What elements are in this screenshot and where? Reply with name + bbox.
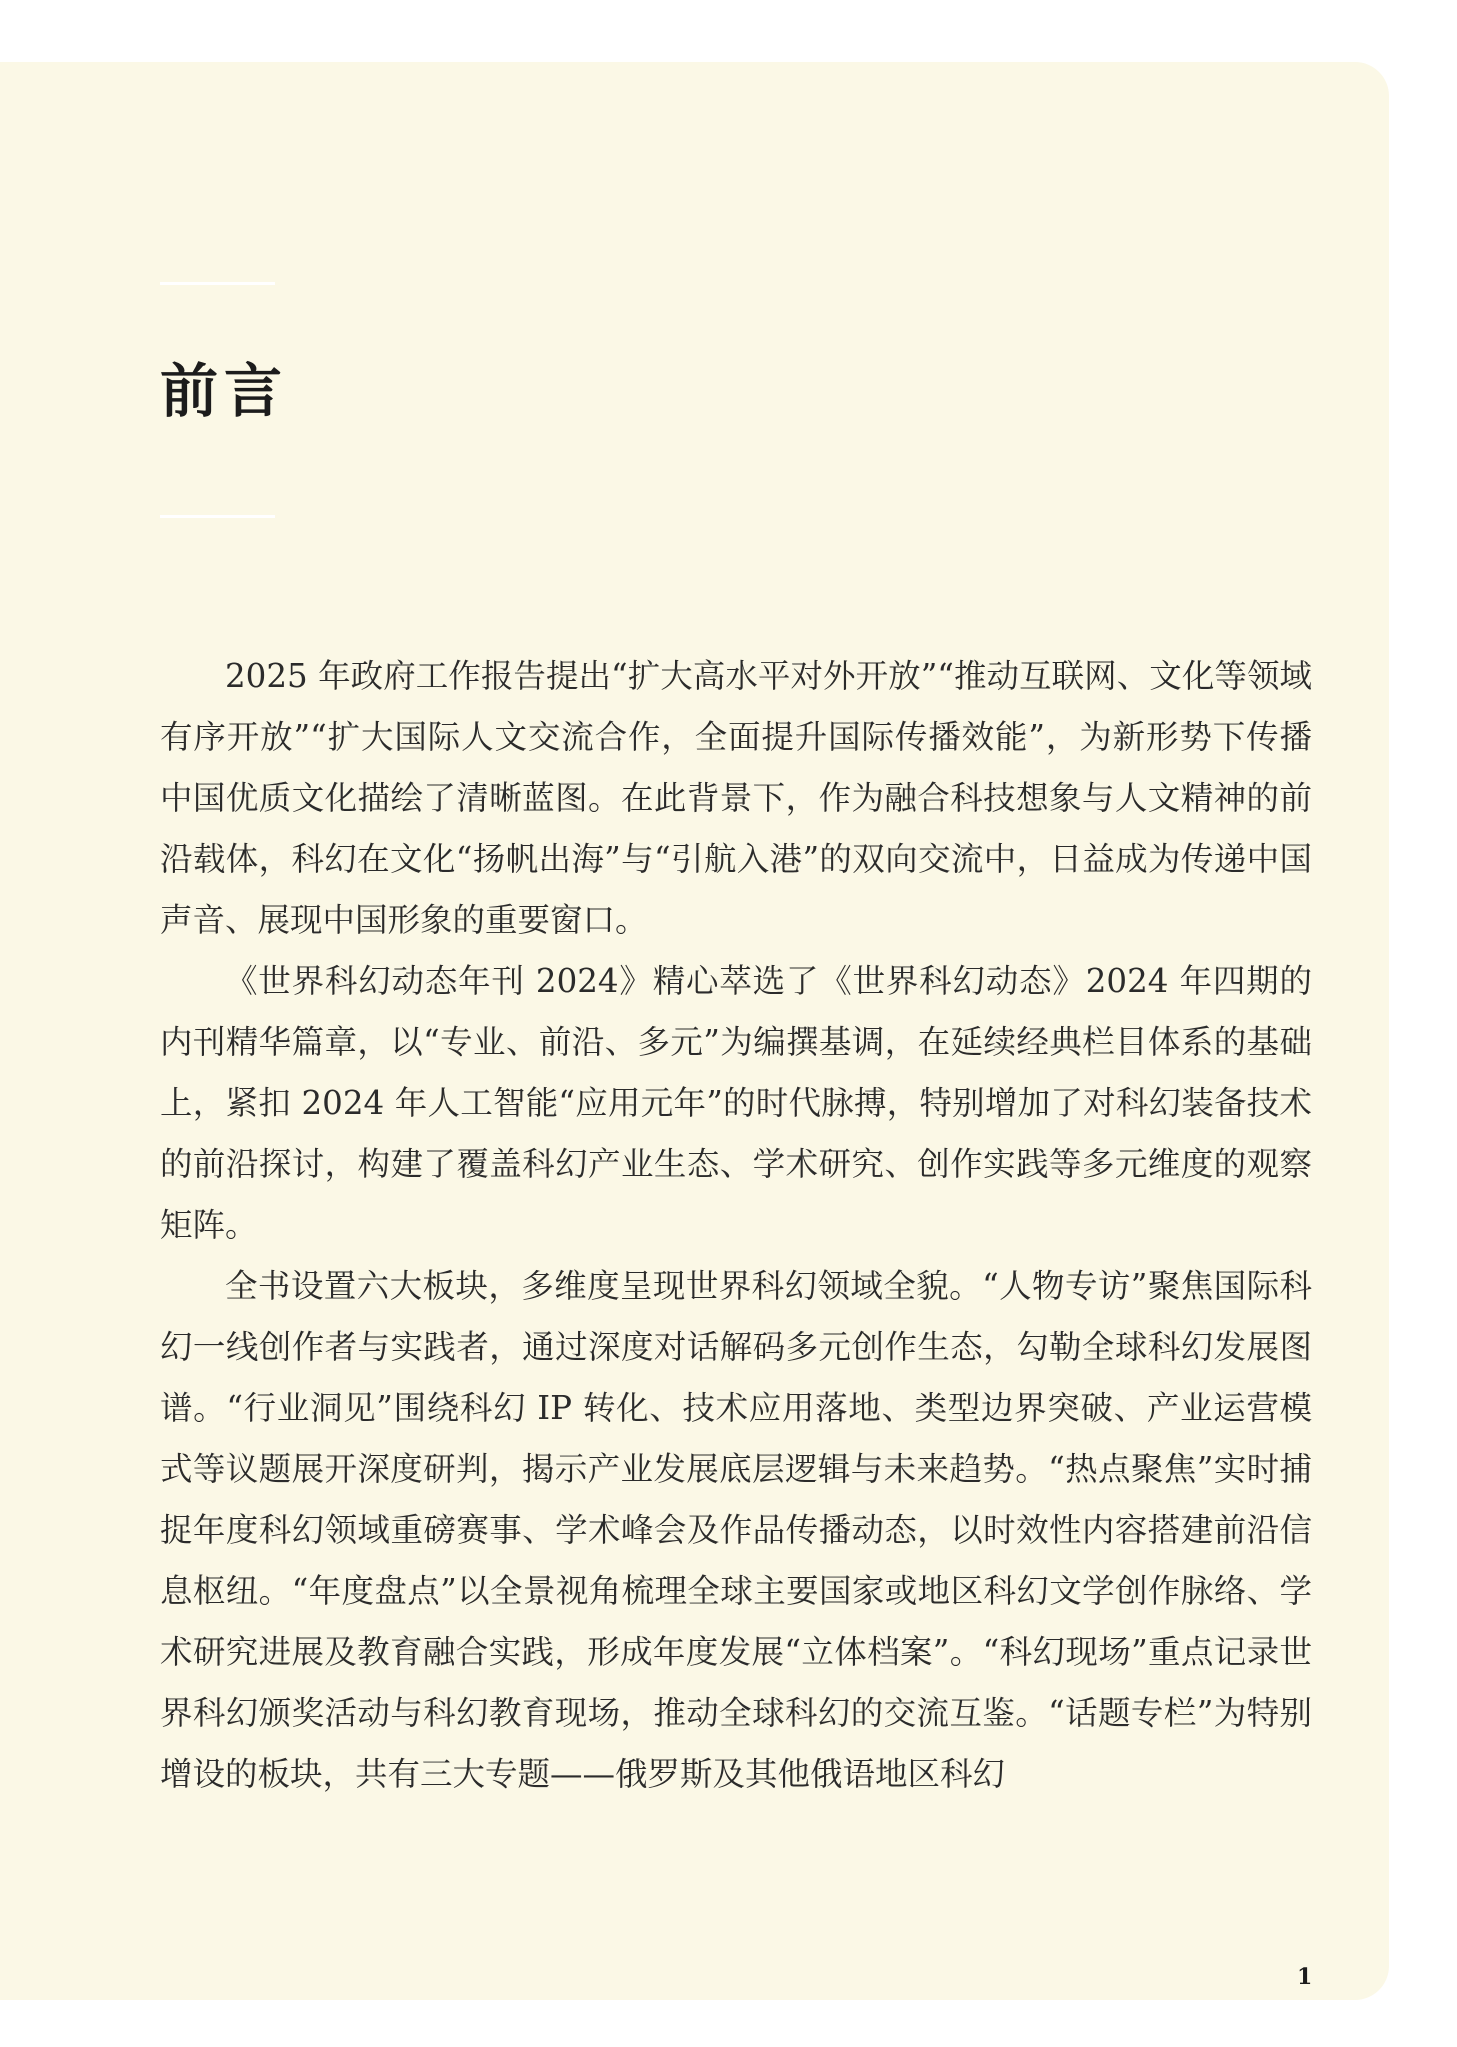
paragraph-1: 2025 年政府工作报告提出“扩大高水平对外开放”“推动互联网、文化等领域有序开放”“扩大国际人文交流合作，全面提升国际传播效能”，为新形势下传播中国优质文化描绘了清晰蓝图。在此背景下，作为融合科技想象与人文精神的前沿载体，科幻在文化“扬帆出海”与“引航入港”的双向交流中，日益成为传递中国声音、展现中国形象的重要窗口。: [160, 657, 1312, 939]
page-number: 1: [1297, 1964, 1313, 1990]
paragraph-2: 《世界科幻动态年刊 2024》精心萃选了《世界科幻动态》2024 年四期的内刊精华篇章，以“专业、前沿、多元”为编撰基调，在延续经典栏目体系的基础上，紧扣 2024 年人工智能“应用元年”的时代脉搏，特别增加了对科幻装备技术的前沿探讨，构建了覆盖科幻产业生态、学术研究、创作实践等多元维度的观察矩阵。: [160, 962, 1312, 1244]
page-title: 前言: [160, 357, 289, 425]
title-bottom-rule: [160, 515, 275, 518]
paragraph-3: 全书设置六大板块，多维度呈现世界科幻领域全貌。“人物专访”聚焦国际科幻一线创作者与实践者，通过深度对话解码多元创作生态，勾勒全球科幻发展图谱。“行业洞见”围绕科幻 IP 转化、技术应用落地、类型边界突破、产业运营模式等议题展开深度研判，揭示产业发展底层逻辑与未来趋势。“热点聚焦”实时捕捉年度科幻领域重磅赛事、学术峰会及作品传播动态，以时效性内容搭建前沿信息枢纽。“年度盘点”以全景视角梳理全球主要国家或地区科幻文学创作脉络、学术研究进展及教育融合实践，形成年度发展“立体档案”。“科幻现场”重点记录世界科幻颁奖活动与科幻教育现场，推动全球科幻的交流互鉴。“话题专栏”为特别增设的板块，共有三大专题——俄罗斯及其他俄语地区科幻: [160, 1267, 1312, 1793]
body-text: [160, 646, 1312, 1805]
page-panel: [0, 62, 1389, 2000]
title-top-rule: [160, 282, 275, 285]
